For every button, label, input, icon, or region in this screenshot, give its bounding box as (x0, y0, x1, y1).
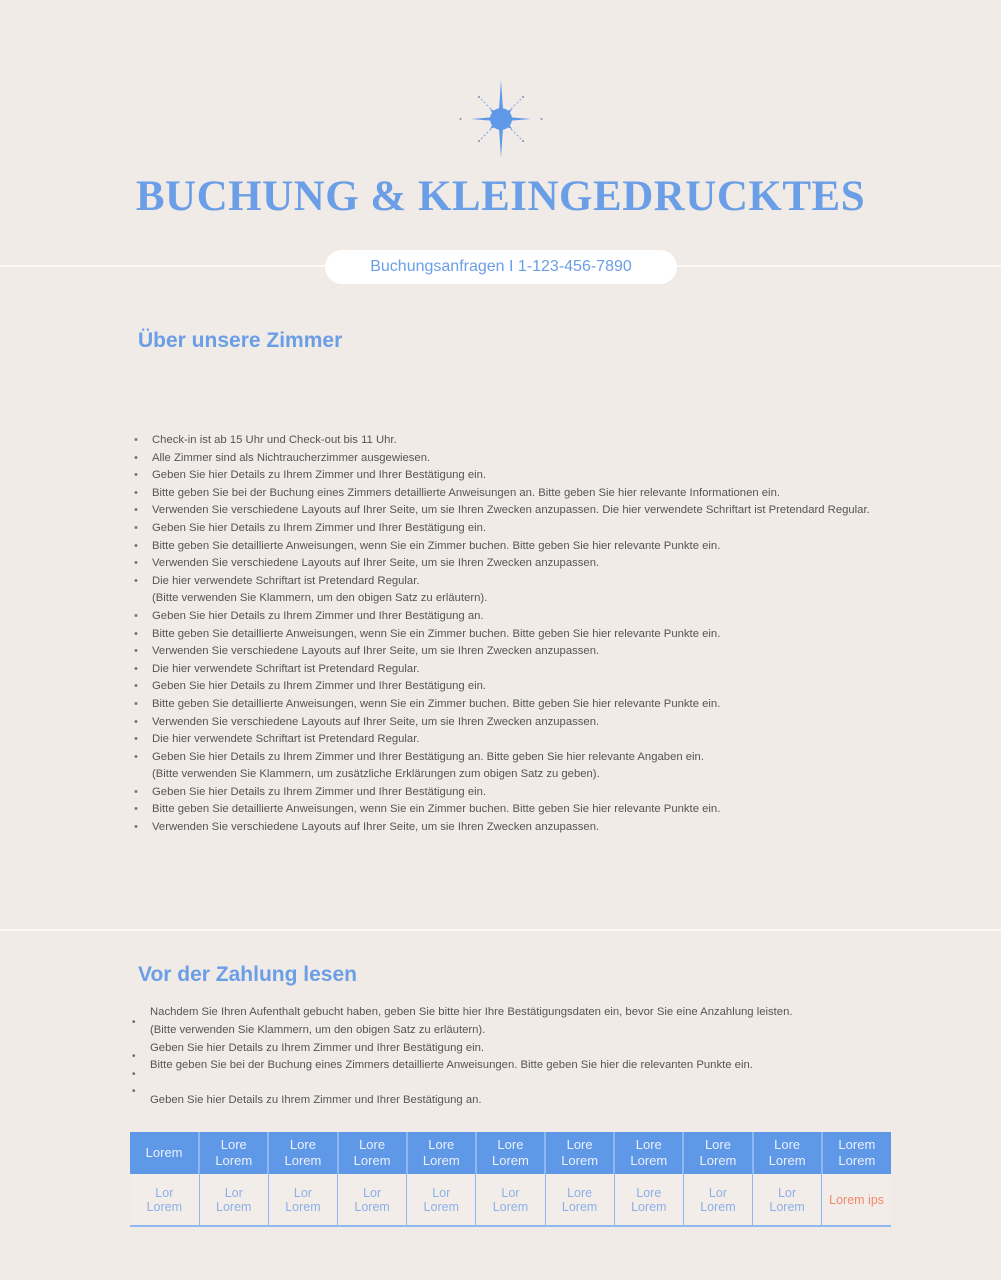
booking-contact-pill (325, 250, 677, 284)
list-item: • Geben Sie hier Details zu Ihrem Zimmer und Ihrer Bestätigung an. (134, 608, 914, 626)
table-header-cell: Lore Lorem (199, 1132, 268, 1174)
table-header-cell: Lore Lorem (407, 1132, 476, 1174)
bullet-icon: • (134, 451, 138, 464)
list-item: • Verwenden Sie verschiedene Layouts auf Ihrer Seite, um sie Ihren Zwecken anzupassen. (134, 714, 914, 732)
bullet-icon: • (134, 469, 138, 482)
table-header-cell: Lore Lorem (614, 1132, 683, 1174)
list-item: • Bitte geben Sie detaillierte Anweisungen, wenn Sie ein Zimmer buchen. Bitte geben Sie hier relevante Punkte ein. (134, 801, 914, 819)
list-item: • Geben Sie hier Details zu Ihrem Zimmer und Ihrer Bestätigung an. Bitte geben Sie hier relevante Angaben ein. (Bitte verwenden Sie Klammern, um zusätzliche Erklärungen zum obigen Satz zu geben). (134, 749, 914, 784)
bullet-icon: • (134, 821, 138, 834)
room-rules-list (134, 432, 914, 837)
list-item: • Verwenden Sie verschiedene Layouts auf Ihrer Seite, um sie Ihren Zwecken anzupassen. Die hier verwendete Schriftart ist Pretendard Regular. (134, 502, 914, 520)
list-item: • Geben Sie hier Details zu Ihrem Zimmer und Ihrer Bestätigung ein. (134, 520, 914, 538)
table-header-cell: Lore Lorem (753, 1132, 822, 1174)
pricing-table (130, 1132, 891, 1227)
bullet-icon: • (134, 662, 138, 675)
bullet-icon: • (134, 733, 138, 746)
table-cell: Lor Lorem (199, 1174, 268, 1226)
table-row (130, 1174, 891, 1226)
table-cell: Lor Lorem (268, 1174, 337, 1226)
bullet-icon: • (134, 785, 138, 798)
list-item: • Geben Sie hier Details zu Ihrem Zimmer und Ihrer Bestätigung ein. (134, 467, 914, 485)
bullet-icon: • (134, 803, 138, 816)
list-item-note: (Bitte verwenden Sie Klammern, um zusätzliche Erklärungen zum obigen Satz zu geben). (152, 768, 600, 781)
list-item: • Die hier verwendete Schriftart ist Pretendard Regular. (134, 731, 914, 749)
table-cell: Lore Lorem (545, 1174, 614, 1226)
bullet-icon: • (132, 1051, 136, 1062)
table-header-cell: Lore Lorem (268, 1132, 337, 1174)
bullet-icon: • (134, 539, 138, 552)
list-item: • Alle Zimmer sind als Nichtraucherzimmer ausgewiesen. (134, 450, 914, 468)
table-cell: Lor Lorem (753, 1174, 822, 1226)
bullet-icon: • (134, 609, 138, 622)
bullet-icon: • (134, 434, 138, 446)
list-item: • Bitte geben Sie detaillierte Anweisungen, wenn Sie ein Zimmer buchen. Bitte geben Sie hier relevante Punkte ein. (134, 538, 914, 556)
table-cell: Lor Lorem (476, 1174, 545, 1226)
bullet-icon: • (134, 645, 138, 658)
table-header-cell: Lore Lorem (476, 1132, 545, 1174)
section-title-payment: Vor der Zahlung lesen (138, 963, 357, 986)
table-header-cell: Lore Lorem (338, 1132, 407, 1174)
list-item: • Bitte geben Sie bei der Buchung eines Zimmers detaillierte Anweisungen an. Bitte geben Sie hier relevante Informationen ein. (134, 485, 914, 503)
page-title: BUCHUNG & KLEINGEDRUCKTES (135, 173, 866, 220)
table-cell: Lor Lorem (130, 1174, 199, 1226)
payment-note-line: (Bitte verwenden Sie Klammern, um den obigen Satz zu erläutern). (150, 1024, 486, 1036)
bullet-icon: • (134, 504, 138, 517)
table-header-cell: Lorem Lorem (822, 1132, 891, 1174)
booking-contact-text: Buchungsanfragen I 1-123-456-7890 (370, 258, 632, 275)
list-item: • Geben Sie hier Details zu Ihrem Zimmer und Ihrer Bestätigung ein. (134, 784, 914, 802)
bullet-icon: • (134, 574, 138, 587)
list-item: • Verwenden Sie verschiedene Layouts auf Ihrer Seite, um sie Ihren Zwecken anzupassen. (134, 643, 914, 661)
bullet-icon: • (134, 486, 138, 499)
list-item: • Geben Sie hier Details zu Ihrem Zimmer und Ihrer Bestätigung ein. (134, 678, 914, 696)
table-header-cell: Lorem (130, 1132, 199, 1174)
bullet-icon: • (134, 750, 138, 763)
list-item: • Verwenden Sie verschiedene Layouts auf Ihrer Seite, um sie Ihren Zwecken anzupassen. (134, 819, 914, 837)
payment-note-line: Geben Sie hier Details zu Ihrem Zimmer und Ihrer Bestätigung an. (150, 1094, 482, 1106)
payment-note-line: Nachdem Sie Ihren Aufenthalt gebucht haben, geben Sie bitte hier Ihre Bestätigungsdaten ein, bevor Sie eine Anzahlung leisten. (150, 1006, 793, 1018)
list-item: • Die hier verwendete Schriftart ist Pretendard Regular. (134, 661, 914, 679)
table-header-row (130, 1132, 891, 1174)
list-item: • Bitte geben Sie detaillierte Anweisungen, wenn Sie ein Zimmer buchen. Bitte geben Sie hier relevante Punkte ein. (134, 626, 914, 644)
bullet-icon: • (134, 715, 138, 728)
bullet-icon: • (134, 557, 138, 570)
bullet-icon: • (132, 1017, 136, 1028)
table-header-cell: Lore Lorem (545, 1132, 614, 1174)
table-header-cell: Lore Lorem (683, 1132, 752, 1174)
table-cell: Lor Lorem (683, 1174, 752, 1226)
payment-note-line: Geben Sie hier Details zu Ihrem Zimmer und Ihrer Bestätigung ein. (150, 1042, 485, 1054)
table-cell: Lor Lorem (338, 1174, 407, 1226)
divider-middle (0, 929, 1001, 931)
sparkle-star-icon (459, 78, 543, 160)
bullet-icon: • (134, 521, 138, 534)
bullet-icon: • (132, 1069, 136, 1080)
table-cell: Lor Lorem (407, 1174, 476, 1226)
table-cell-highlight: Lorem ips (822, 1174, 891, 1226)
section-title-rooms: Über unsere Zimmer (138, 329, 343, 352)
list-item: • Bitte geben Sie detaillierte Anweisungen, wenn Sie ein Zimmer buchen. Bitte geben Sie hier relevante Punkte ein. (134, 696, 914, 714)
list-item: • Verwenden Sie verschiedene Layouts auf Ihrer Seite, um sie Ihren Zwecken anzupassen. (134, 555, 914, 573)
list-item-note: (Bitte verwenden Sie Klammern, um den obigen Satz zu erläutern). (152, 592, 488, 605)
payment-note-line: Bitte geben Sie bei der Buchung eines Zimmers detaillierte Anweisungen. Bitte geben Sie hier die relevanten Punkte ein. (150, 1059, 753, 1071)
list-item: • Check-in ist ab 15 Uhr und Check-out bis 11 Uhr. (134, 432, 914, 450)
bullet-icon: • (134, 680, 138, 693)
list-item: • Die hier verwendete Schriftart ist Pretendard Regular. (Bitte verwenden Sie Klammern, um den obigen Satz zu erläutern). (134, 573, 914, 608)
bullet-icon: • (132, 1086, 136, 1097)
bullet-icon: • (134, 697, 138, 710)
table-cell: Lore Lorem (614, 1174, 683, 1226)
bullet-icon: • (134, 627, 138, 640)
